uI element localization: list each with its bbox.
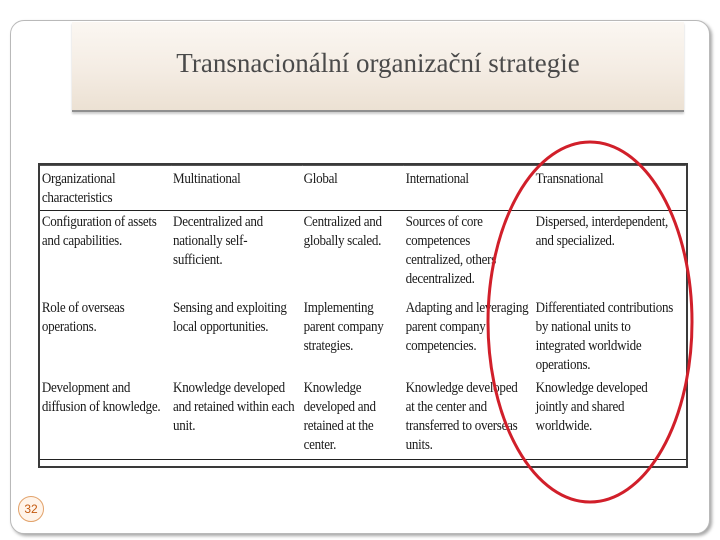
cell-characteristic: Development and diffusion of knowledge. bbox=[41, 380, 161, 415]
header-multinational: Multinational bbox=[173, 171, 241, 187]
page-number: 32 bbox=[24, 502, 38, 516]
strategy-table bbox=[40, 165, 685, 461]
cell-transnational: Dispersed, interdependent, and specialized. bbox=[535, 214, 669, 249]
cell-transnational: Knowledge developed jointly and shared worldwide. bbox=[535, 380, 648, 434]
table-row bbox=[40, 297, 685, 377]
header-transnational: Transnational bbox=[535, 171, 604, 187]
table-row bbox=[40, 377, 685, 461]
table-bottom-rule bbox=[40, 459, 686, 460]
cell-multinational: Sensing and exploiting local opportunities. bbox=[173, 300, 287, 335]
title-box bbox=[72, 22, 684, 112]
header-international: International bbox=[405, 171, 469, 187]
cell-multinational: Decentralized and nationally self-sufficient. bbox=[173, 214, 263, 268]
cell-international: Adapting and leveraging parent company competencies. bbox=[405, 300, 529, 354]
page-number-badge bbox=[18, 496, 44, 522]
cell-multinational: Knowledge developed and retained within each unit. bbox=[173, 380, 295, 434]
cell-characteristic: Configuration of assets and capabilities. bbox=[41, 214, 157, 249]
strategy-table-image bbox=[38, 163, 688, 468]
cell-transnational: Differentiated contributions by national units to integrated worldwide operations. bbox=[535, 300, 674, 373]
cell-international: Sources of core competences centralized, others decentralized. bbox=[405, 214, 497, 287]
cell-characteristic: Role of overseas operations. bbox=[41, 300, 125, 335]
slide-title: Transnacionální organizační strategie bbox=[176, 47, 580, 78]
cell-international: Knowledge developed at the center and transferred to overseas units. bbox=[405, 380, 518, 453]
header-organizational-characteristics: Organizational characteristics bbox=[41, 171, 116, 206]
cell-global: Knowledge developed and retained at the center. bbox=[303, 380, 376, 453]
cell-global: Centralized and globally scaled. bbox=[303, 214, 382, 249]
header-global: Global bbox=[303, 171, 338, 187]
cell-global: Implementing parent company strategies. bbox=[303, 300, 384, 354]
table-row bbox=[40, 211, 685, 298]
table-header-row bbox=[40, 166, 685, 211]
